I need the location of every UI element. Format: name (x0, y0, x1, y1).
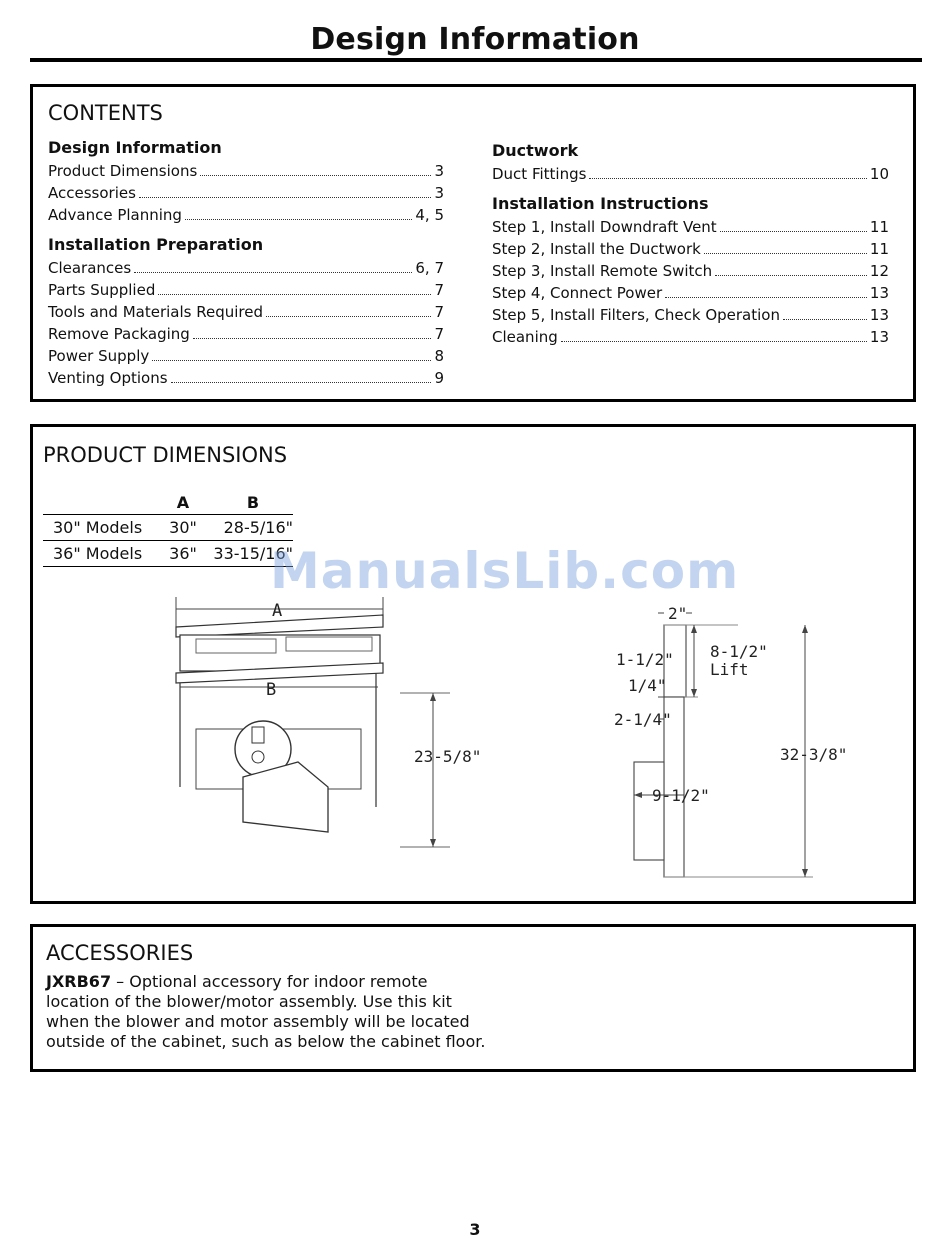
toc-item-label: Venting Options (48, 369, 168, 387)
toc-group-title: Design Information (48, 138, 222, 157)
toc-item-label: Cleaning (492, 328, 558, 346)
toc-item-page: 3 (434, 162, 444, 180)
table-header-row (43, 491, 293, 515)
toc-group-title: Installation Instructions (492, 194, 709, 213)
toc-group-title: Ductwork (492, 141, 579, 160)
dim-top-width: 2" (668, 604, 688, 623)
toc-item-page: 13 (869, 306, 889, 324)
toc-item-label: Step 3, Install Remote Switch (492, 262, 713, 280)
toc-item-clearances[interactable] (48, 255, 444, 277)
toc-item-label: Step 2, Install the Ductwork (492, 240, 701, 258)
dim-label-a: A (272, 601, 283, 621)
product-dimensions-box (30, 424, 916, 904)
table-cell: 30" Models (43, 515, 153, 541)
toc-item-page: 6, 7 (415, 259, 444, 277)
page-number: 3 (469, 1220, 481, 1239)
table-cell: 36" Models (43, 541, 153, 567)
dim-lift: 8-1/2" (710, 642, 768, 661)
table-header: B (213, 491, 293, 515)
dim-offset-2: 1/4" (628, 676, 667, 695)
contents-heading: CONTENTS (48, 101, 163, 125)
table-header (43, 491, 153, 515)
dim-depth-lower: 9-1/2" (652, 786, 710, 805)
toc-item-step-3[interactable] (492, 258, 889, 280)
toc-item-step-2[interactable] (492, 236, 889, 258)
page-title: Design Information (310, 22, 640, 57)
toc-item-cleaning[interactable] (492, 324, 889, 346)
toc-item-page: 4, 5 (415, 206, 444, 224)
toc-item-venting-options[interactable] (48, 365, 444, 387)
toc-item-label: Advance Planning (48, 206, 182, 224)
toc-item-tools-materials[interactable] (48, 299, 444, 321)
toc-item-page: 11 (869, 218, 889, 236)
watermark: ManualsLib.com (270, 542, 740, 600)
table-cell: 28-5/16" (213, 515, 293, 541)
product-dimensions-heading: PRODUCT DIMENSIONS (43, 443, 288, 467)
front-view-diagram (168, 587, 482, 857)
side-view-diagram (598, 597, 868, 887)
toc-item-page: 3 (434, 184, 444, 202)
dim-depth-upper: 2-1/4" (614, 710, 672, 729)
toc-item-label: Remove Packaging (48, 325, 190, 343)
toc-item-label: Accessories (48, 184, 136, 202)
toc-item-step-1[interactable] (492, 214, 889, 236)
toc-item-label: Parts Supplied (48, 281, 156, 299)
toc-item-page: 7 (434, 281, 444, 299)
toc-item-accessories[interactable] (48, 180, 444, 202)
dim-label-b: B (266, 680, 277, 700)
toc-item-label: Tools and Materials Required (48, 303, 263, 321)
toc-item-page: 7 (434, 303, 444, 321)
toc-item-page: 13 (869, 284, 889, 302)
title-rule (30, 58, 922, 62)
table-row (43, 515, 293, 541)
contents-box (30, 84, 916, 402)
dim-height: 23-5/8" (414, 747, 482, 766)
dimensions-table (43, 491, 293, 567)
accessories-box (30, 924, 916, 1072)
dim-lift-word: Lift (710, 660, 749, 679)
toc-item-page: 12 (869, 262, 889, 280)
table-row (43, 541, 293, 567)
toc-item-step-4[interactable] (492, 280, 889, 302)
toc-item-power-supply[interactable] (48, 343, 444, 365)
toc-group-title: Installation Preparation (48, 235, 264, 254)
dim-total-height: 32-3/8" (780, 745, 848, 764)
accessory-text: – Optional accessory for indoor remote location of the blower/motor assembly. Use this kit when the blower and motor assembly will be located outside of the cabinet, such as below the cabinet floor. (46, 972, 486, 1051)
toc-item-label: Power Supply (48, 347, 150, 365)
table-header: A (153, 491, 213, 515)
toc-item-page: 13 (869, 328, 889, 346)
accessories-description (46, 972, 486, 1052)
toc-item-page: 7 (434, 325, 444, 343)
toc-item-label: Step 5, Install Filters, Check Operation (492, 306, 780, 324)
dim-offset-1: 1-1/2" (616, 650, 674, 669)
toc-item-product-dimensions[interactable] (48, 158, 444, 180)
toc-item-page: 11 (869, 240, 889, 258)
toc-item-duct-fittings[interactable] (492, 161, 889, 183)
accessory-model: JXRB67 (46, 972, 112, 991)
toc-item-page: 10 (869, 165, 889, 183)
toc-item-page: 8 (434, 347, 444, 365)
table-cell: 36" (153, 541, 213, 567)
toc-item-step-5[interactable] (492, 302, 889, 324)
toc-item-label: Step 1, Install Downdraft Vent (492, 218, 717, 236)
toc-item-label: Duct Fittings (492, 165, 587, 183)
toc-item-advance-planning[interactable] (48, 202, 444, 224)
accessories-heading: ACCESSORIES (46, 941, 194, 965)
toc-item-page: 9 (434, 369, 444, 387)
toc-item-remove-packaging[interactable] (48, 321, 444, 343)
table-cell: 33-15/16" (213, 541, 293, 567)
toc-item-label: Clearances (48, 259, 132, 277)
toc-item-label: Product Dimensions (48, 162, 198, 180)
toc-item-parts-supplied[interactable] (48, 277, 444, 299)
toc-item-label: Step 4, Connect Power (492, 284, 663, 302)
table-cell: 30" (153, 515, 213, 541)
